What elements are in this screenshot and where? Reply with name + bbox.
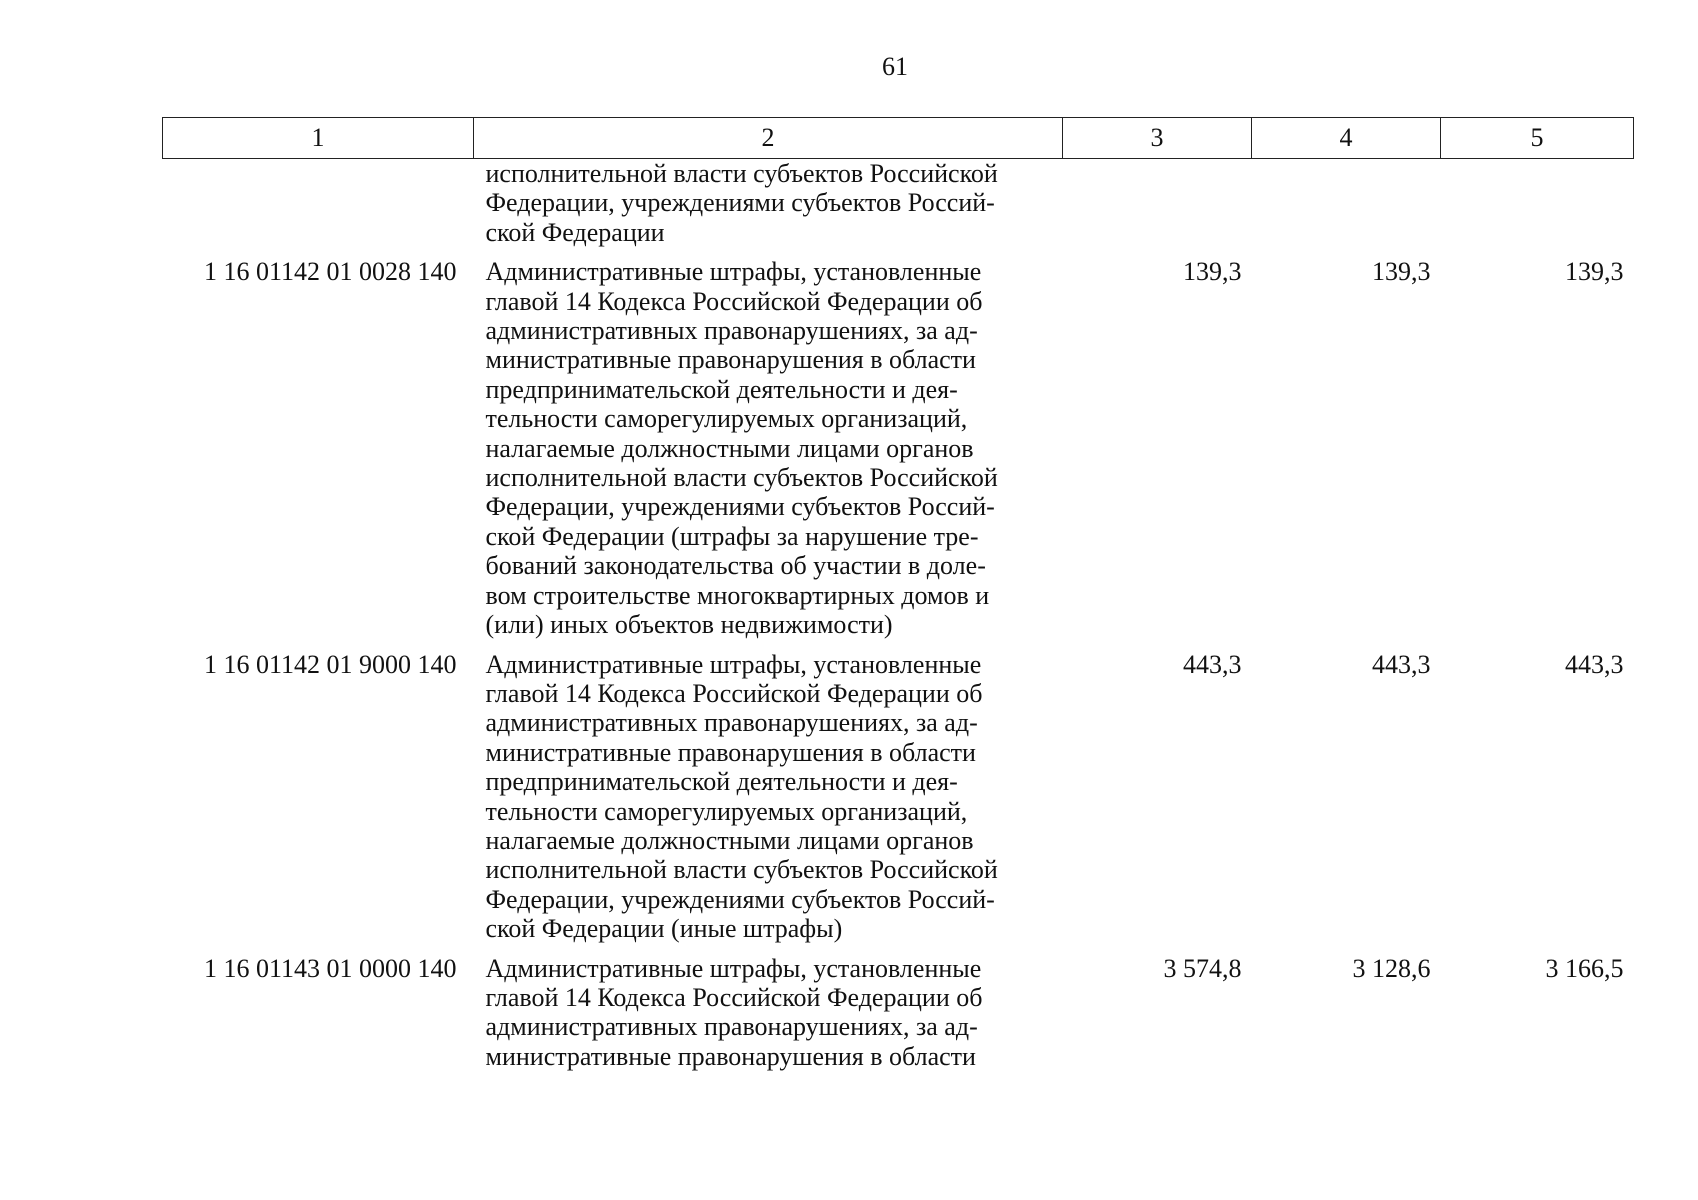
description-line: Административные штрафы, установленные [485, 257, 982, 287]
description-line: главой 14 Кодекса Российской Федерации об [485, 286, 983, 316]
description-line: ской Федерации [485, 217, 665, 247]
code-cell: 1 16 01142 01 9000 140 [203, 649, 457, 679]
description-line: административных правонарушениях, за ад- [485, 708, 978, 738]
column-header-2: 2 [474, 118, 1063, 159]
description-line: тельности саморегулируемых организаций, [485, 404, 968, 434]
column-header-4: 4 [1252, 118, 1441, 159]
description-line: Федерации, учреждениями субъектов Россий- [485, 492, 995, 522]
table-row [163, 650, 1634, 944]
description-line: исполнительной власти субъектов Российской [485, 159, 998, 188]
description-line: министративные правонарушения в области [485, 737, 976, 767]
code-cell: 1 16 01143 01 0000 140 [203, 953, 457, 983]
description-line: ской Федерации (иные штрафы) [485, 914, 843, 944]
description-line: Федерации, учреждениями субъектов Россий- [485, 188, 995, 218]
description-line: министративные правонарушения в области [485, 1041, 976, 1071]
description-cell [474, 159, 1063, 248]
table-body [163, 159, 1634, 1072]
code-cell [163, 159, 474, 248]
code-cell: 1 16 01142 01 0028 140 [203, 257, 457, 287]
budget-table [162, 117, 1634, 1071]
table-row [163, 954, 1634, 1072]
description-line: административных правонарушениях, за ад- [485, 316, 978, 346]
table-row [163, 257, 1634, 639]
description-line: министративные правонарушения в области [485, 345, 976, 375]
description-line: ской Федерации (штрафы за нарушение тре- [485, 521, 979, 551]
value-col3-cell: 3 574,8 [1163, 953, 1242, 983]
description-line: исполнительной власти субъектов Российской [485, 463, 998, 493]
description-line: налагаемые должностными лицами органов [485, 825, 974, 855]
header-row [163, 118, 1634, 159]
column-header-5: 5 [1441, 118, 1634, 159]
page-number: 61 [882, 52, 908, 81]
description-cell [474, 954, 1063, 1072]
value-col5-cell [1441, 159, 1634, 248]
description-line: главой 14 Кодекса Российской Федерации об [485, 982, 983, 1012]
value-col5-cell: 443,3 [1565, 649, 1624, 679]
description-line: исполнительной власти субъектов Российской [485, 855, 998, 885]
value-col5-cell: 3 166,5 [1545, 953, 1624, 983]
value-col3-cell: 139,3 [1183, 257, 1242, 287]
description-line: Административные штрафы, установленные [485, 953, 982, 983]
table-row [163, 159, 1634, 248]
column-header-3: 3 [1063, 118, 1252, 159]
description-line: Административные штрафы, установленные [485, 649, 982, 679]
value-col5-cell: 139,3 [1565, 257, 1624, 287]
description-line: предпринимательской деятельности и дея- [485, 767, 958, 797]
description-line: налагаемые должностными лицами органов [485, 433, 974, 463]
value-col4-cell: 139,3 [1372, 257, 1431, 287]
table-header [163, 118, 1634, 159]
description-line: Федерации, учреждениями субъектов Россий- [485, 884, 995, 914]
description-line: предпринимательской деятельности и дея- [485, 374, 958, 404]
description-line: вом строительстве многоквартирных домов и [485, 580, 990, 610]
value-col4-cell: 443,3 [1372, 649, 1431, 679]
description-line: (или) иных объектов недвижимости) [485, 610, 893, 640]
description-line: бований законодательства об участии в доле- [485, 551, 986, 581]
row-spacer [163, 944, 1634, 954]
value-col4-cell: 3 128,6 [1352, 953, 1431, 983]
row-spacer [163, 247, 1634, 257]
value-col3-cell: 443,3 [1183, 649, 1242, 679]
description-line: главой 14 Кодекса Российской Федерации об [485, 678, 983, 708]
description-cell [474, 650, 1063, 944]
row-spacer [163, 640, 1634, 650]
description-line: административных правонарушениях, за ад- [485, 1012, 978, 1042]
value-col4-cell [1252, 159, 1441, 248]
column-header-1: 1 [163, 118, 474, 159]
description-line: тельности саморегулируемых организаций, [485, 796, 968, 826]
value-col3-cell [1063, 159, 1252, 248]
description-cell [474, 257, 1063, 639]
